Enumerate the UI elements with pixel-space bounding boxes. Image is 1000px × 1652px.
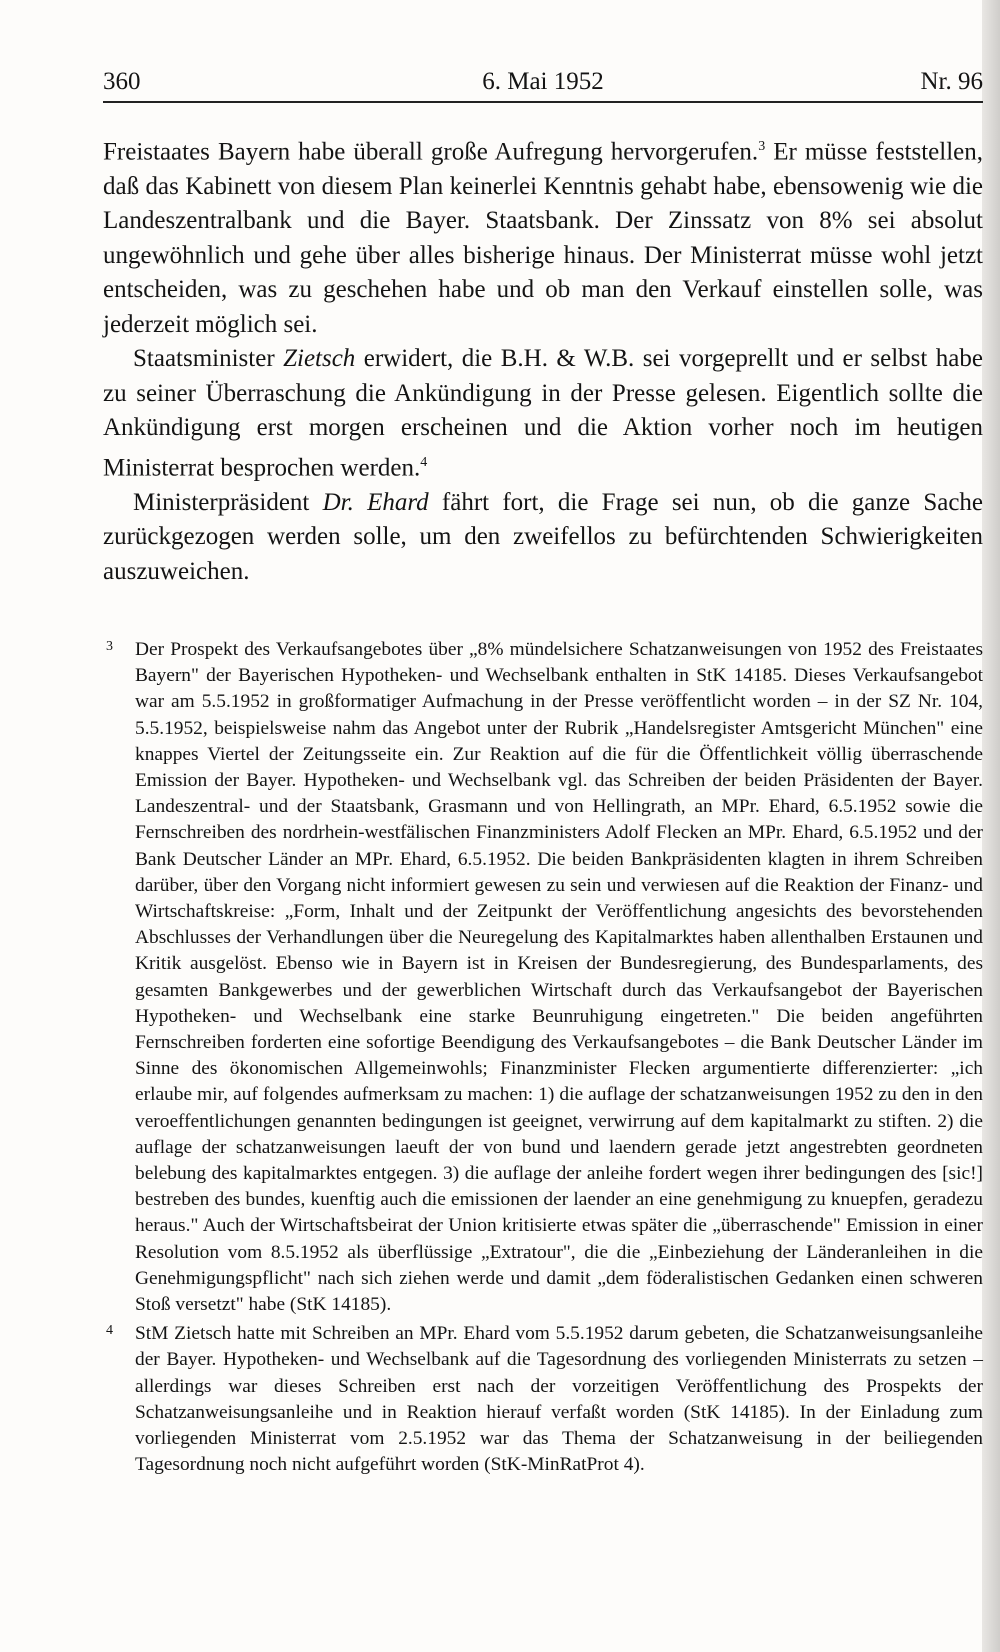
speaker-name-ehard: Dr. Ehard <box>322 488 429 516</box>
paragraph-3 <box>103 486 983 590</box>
paragraph-1-text: Freistaates Bayern habe überall große Aufregung hervorgerufen. <box>103 138 759 166</box>
footnote-ref-4[interactable]: 4 <box>420 454 428 470</box>
paragraph-1-continued: Er müsse feststellen, daß das Kabinett von diesem Plan keinerlei Kenntnis gehabt habe, ebensowenig wie die Landeszentralbank und die Bayer. Staatsbank. Der Zinssatz von 8% sei absolut ungewöhnlich und gehe über alles bisherige hinaus. Der Ministerrat müsse wohl jetzt entscheiden, was zu geschehen habe und ob man den Verkauf einstellen solle, was jederzeit möglich sei. <box>103 138 984 338</box>
paragraph-3-text: fährt fort, die Frage sei nun, ob die ganze Sache zurückgezogen werden solle, um den zweifellos zu befürchtenden Schwierigkeiten auszuweichen. <box>103 488 984 585</box>
footnote-3-number: 3 <box>106 639 113 654</box>
header-date: 6. Mai 1952 <box>482 68 604 95</box>
main-text <box>103 130 983 589</box>
paragraph-3-prefix: Ministerpräsident <box>133 488 323 516</box>
running-header <box>103 65 983 99</box>
speaker-name-zietsch: Zietsch <box>283 345 356 373</box>
paragraph-2-text: erwidert, die B.H. & W.B. sei vorgeprellt und er selbst habe zu seiner Überraschung die Ankündigung in der Presse gelesen. Eigentlich sollte die Ankündigung erst morgen erscheinen und die Aktion vorher noch im heutigen Ministerrat besprochen werden. <box>103 345 983 482</box>
footnote-3 <box>103 637 983 1318</box>
page-edge-shadow <box>982 0 1000 1652</box>
page-number: 360 <box>103 68 141 95</box>
footnote-4-text: StM Zietsch hatte mit Schreiben an MPr. Ehard vom 5.5.1952 darum gebeten, die Schatzanweisungsanleihe der Bayer. Hypotheken- und Wechselbank auf die Tagesordnung des vorliegenden Ministerrats zu setzen – allerdings war dieses Schreiben erst nach der vorzeitigen Veröffentlichung des Prospekts der Schatzanweisungsanleihe und in Reaktion hierauf verfaßt worden (StK 14185). In der Einladung zum vorliegenden Ministerrat vom 2.5.1952 war das Thema der Schatzanweisung in der beiliegenden Tagesordnung noch nicht aufgeführt worden (StK-MinRatProt 4). <box>135 1323 983 1476</box>
footnote-4-number: 4 <box>106 1323 113 1339</box>
document-number: Nr. 96 <box>920 68 983 95</box>
paragraph-2-prefix: Staatsminister <box>133 345 284 373</box>
footnote-4 <box>103 1321 983 1478</box>
paragraph-2 <box>103 342 983 485</box>
footnote-3-text: Der Prospekt des Verkaufsangebotes über „8% mündelsichere Schatzanweisungen von 1952 des Freistaates Bayern" der Bayerischen Hypotheken- und Wechselbank enthalten in StK 14185. Dieses Verkaufsangebot war am 5.5.1952 in großformatiger Aufmachung in der Presse veröffentlicht worden – in der SZ Nr. 104, 5.5.1952, beispielsweise nahm das Angebot unter der Rubrik „Handelsregister Amtsgericht München" eine knappes Viertel der Zeitungsseite ein. Zur Reaktion auf die für die Öffentlichkeit völlig überraschende Emission der Bayer. Hypotheken- und Wechselbank vgl. das Schreiben der beiden Präsidenten der Bayer. Landeszentral- und der Staatsbank, Grasmann und von Hellingrath, an MPr. Ehard, 6.5.1952 sowie die Fernschreiben des nordrhein-westfälischen Finanzministers Adolf Flecken an MPr. Ehard, 6.5.1952 und der Bank Deutscher Länder an MPr. Ehard, 6.5.1952. Die beiden Bankpräsidenten klagten in ihrem Schreiben darüber, über den Vorgang nicht informiert gewesen zu sein und verwiesen auf die Reaktion der Finanz- und Wirtschaftskreise: „Form, Inhalt und der Zeitpunkt der Veröffentlichung angesichts des bevorstehenden Abschlusses der Verhandlungen über die Neuregelung des Kapitalmarktes haben allenthalben Erstaunen und Kritik ausgelöst. Ebenso wie in Bayern ist in Kreisen der Bundesregierung, des Bundesparlaments, des gesamten Bankgewerbes und der gewerblichen Wirtschaft durch das Verkaufsangebot der Bayerischen Hypotheken- und Wechselbank eine starke Beunruhigung eingetreten." Die beiden angeführten Fernschreiben forderten eine sofortige Beendigung des Verkaufsangebotes – die Bank Deutscher Länder im Sinne des ökonomischen Allgemeinwohls; Finanzminister Flecken argumentierte differenzierter: „ich erlaube mir, auf folgendes aufmerksam zu machen: 1) die auflage der schatzanweisungen 1952 zu den in den veroeffentlichungen genannten bedingungen ist geeignet, verwirrung auf dem kapitalmarkt zu stiften. 2) die auflage der schatzanweisungen laeuft der von bund und laendern gerade jetzt angestrebten geordneten belebung des kapitalmarktes entgegen. 3) die auflage der anleihe fordert wegen ihrer bedingungen des [sic!] bestreben des bundes, kuenftig auch die emissionen der laender an eine genehmigung zu knuepfen, geradezu heraus." Auch der Wirtschaftsbeirat der Union kritisierte etwas später die „überraschende" Emission in einer Resolution vom 8.5.1952 als überflüssige „Extratour", die die „Einbeziehung der Länderanleihen in die Genehmigungspflicht" nach sich ziehen werde und damit „dem föderalistischen Gedanken einen schweren Stoß versetzt" habe (StK 14185). <box>135 639 983 1316</box>
footnote-ref-3[interactable]: 3 <box>758 139 766 154</box>
header-rule <box>103 101 983 103</box>
footnotes <box>103 637 983 1479</box>
paragraph-1 <box>103 130 983 342</box>
